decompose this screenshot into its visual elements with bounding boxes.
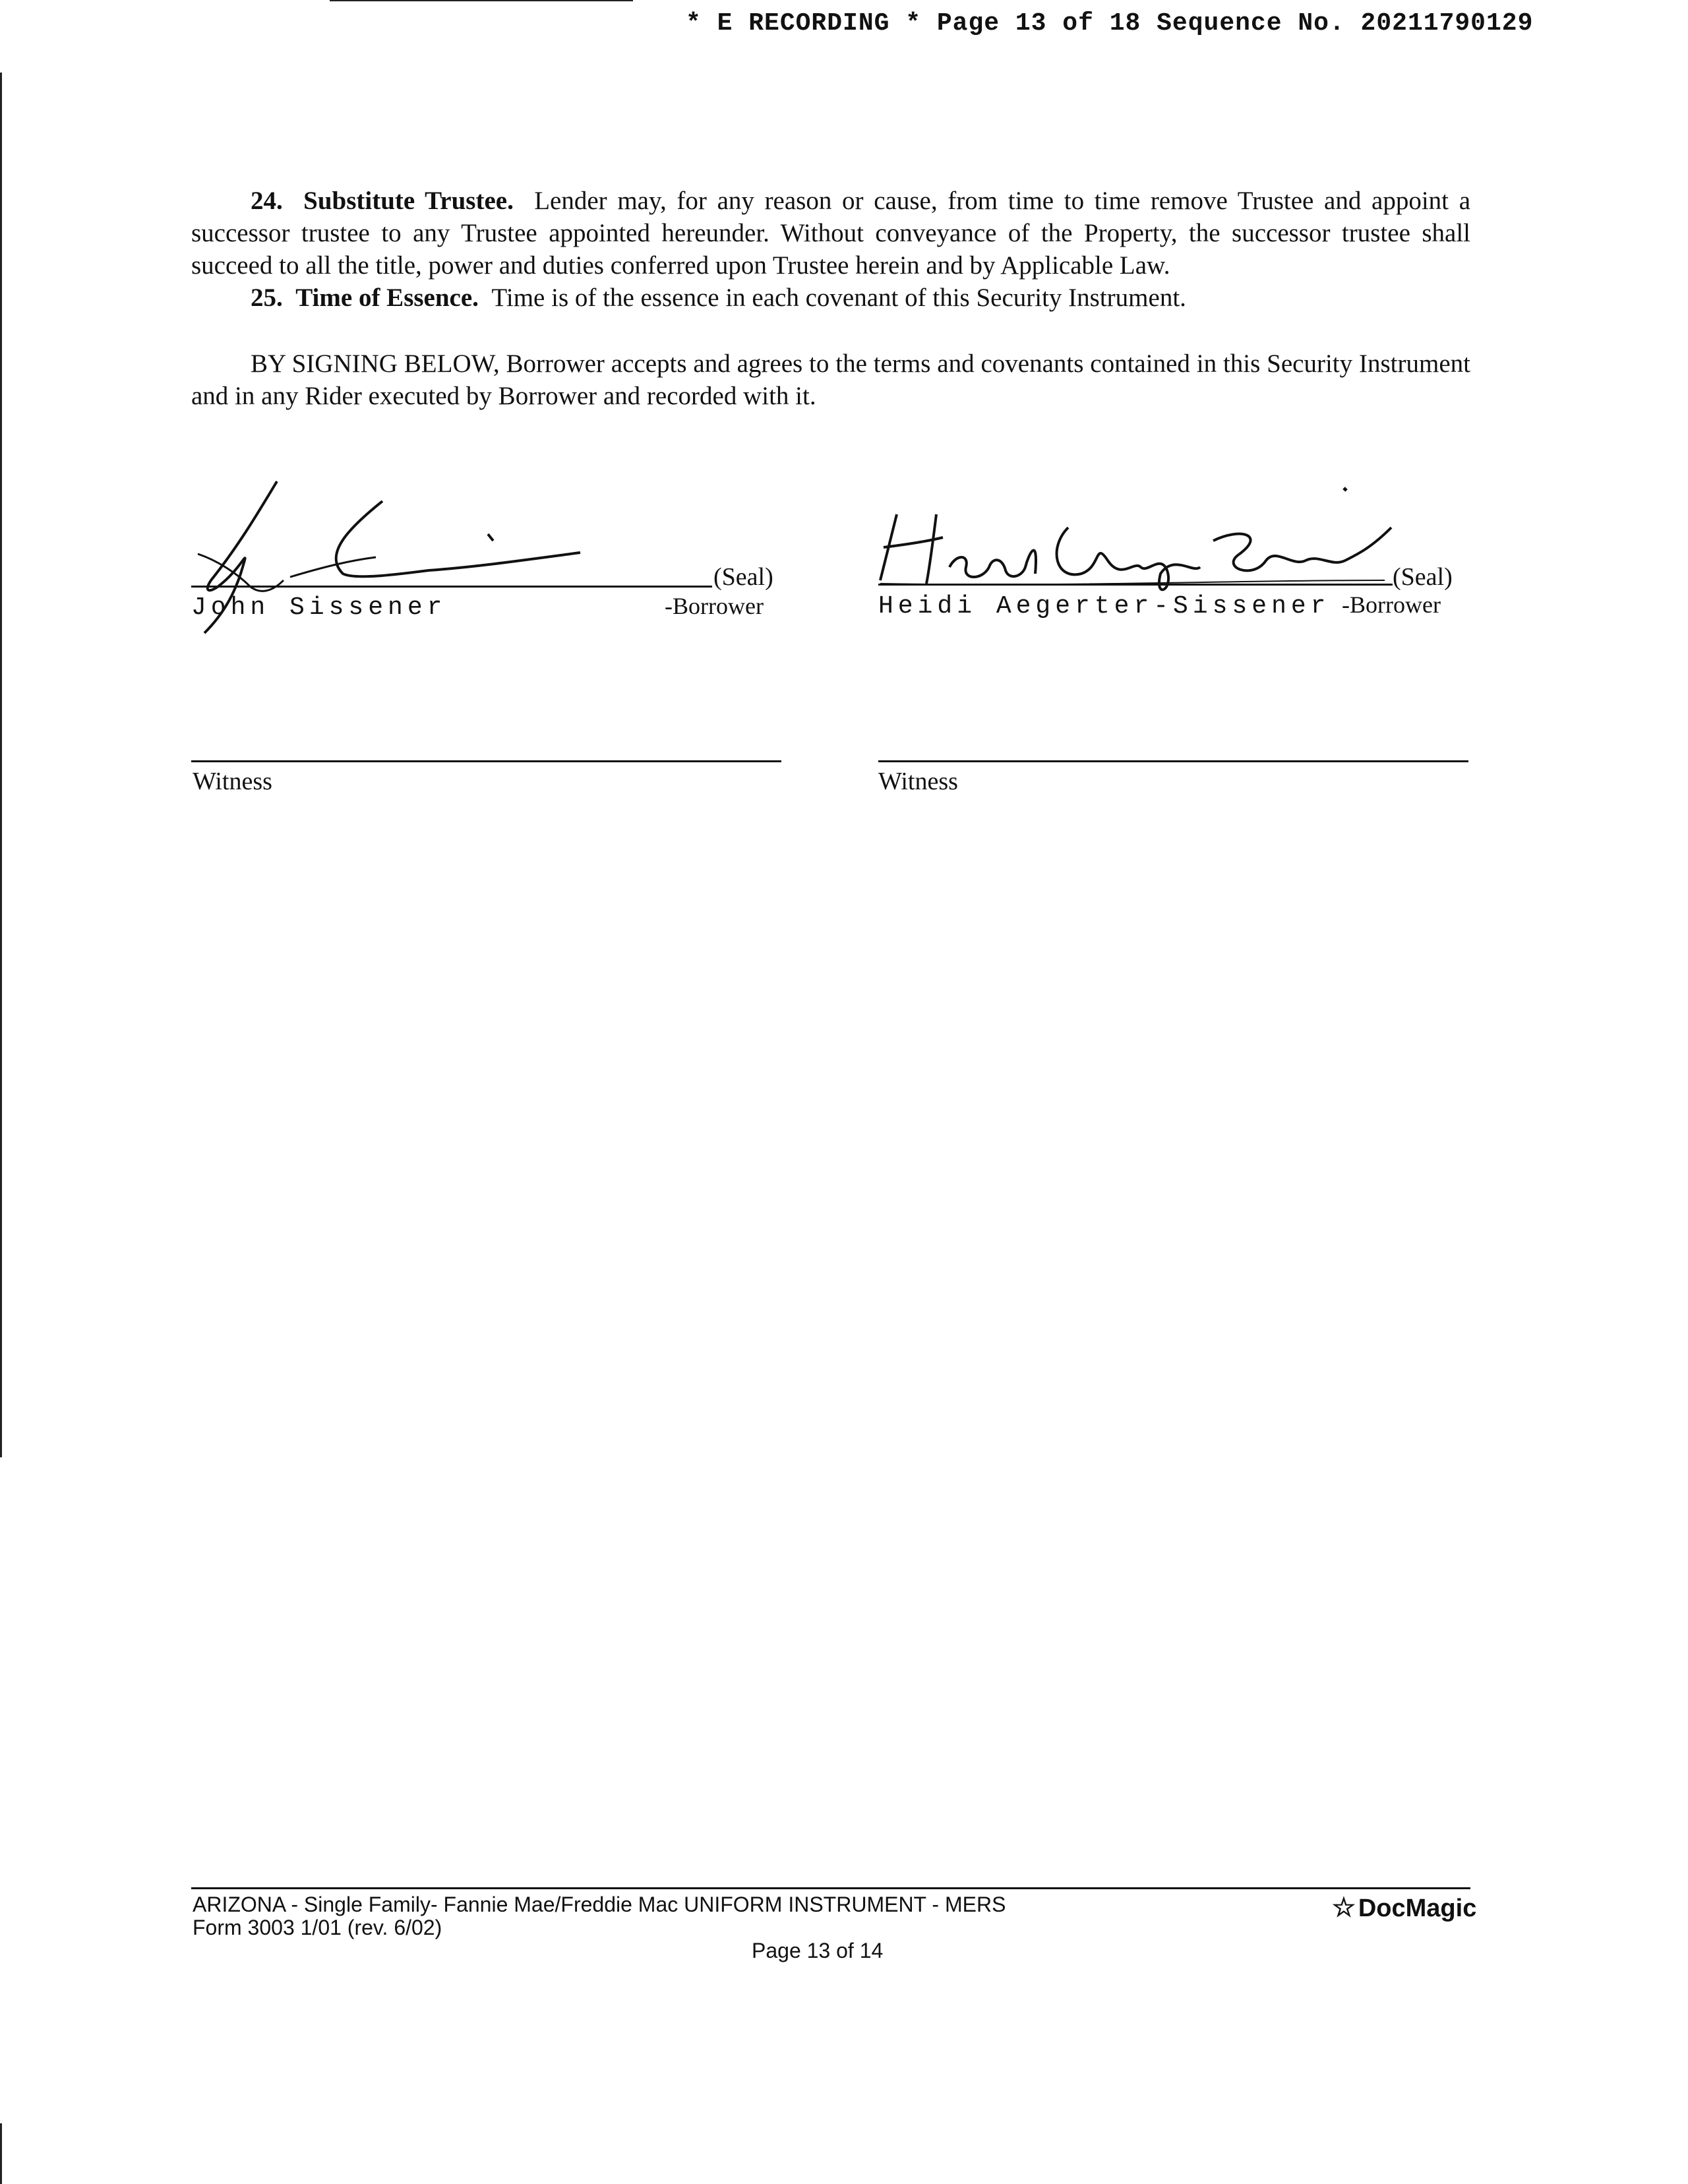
witness-2-line: [878, 760, 1468, 762]
docmagic-logo: [1332, 1893, 1476, 1923]
footer-rule: [191, 1887, 1470, 1889]
scan-left-edge: [0, 73, 2, 1457]
borrower-1-seal: (Seal): [713, 563, 773, 591]
recording-stamp: * E RECORDING * Page 13 of 18 Sequence No. 20211790129: [686, 9, 1534, 38]
borrower-1-role: -Borrower: [665, 593, 764, 619]
section-24: [191, 185, 1470, 282]
footer-form-line-2: Form 3003 1/01 (rev. 6/02): [193, 1916, 442, 1939]
borrower-1-name: John Sissener: [191, 593, 447, 622]
section-24-body: Lender may, for any reason or cause, from time to time remove Trustee and appoint a successor trustee to any Trustee appointed hereunder. Without conveyance of the Property, the successor trustee shall succeed to all the title, power and duties conferred upon Trustee herein and by Applicable Law.: [191, 187, 1470, 280]
witness-1-label: Witness: [193, 768, 272, 795]
section-24-heading: Substitute Trustee.: [303, 187, 514, 215]
section-25-body: Time is of the essence in each covenant of this Security Instrument.: [491, 284, 1186, 312]
docmagic-logo-text: DocMagic: [1358, 1895, 1477, 1922]
section-25: [191, 282, 1470, 314]
scan-edge-mark: [330, 0, 633, 1]
signing-statement: [191, 348, 1470, 412]
section-25-number: 25.: [251, 284, 283, 312]
signing-statement-text: BY SIGNING BELOW, Borrower accepts and agrees to the terms and covenants contained in this Security Instrument and in any Rider executed by Borrower and recorded with it.: [191, 349, 1470, 410]
borrower-2-seal: (Seal): [1393, 563, 1453, 591]
section-24-number: 24.: [251, 187, 283, 215]
star-icon: ☆: [1332, 1893, 1356, 1922]
scan-left-edge-lower: [0, 2123, 2, 2184]
footer-form-line-1: ARIZONA - Single Family- Fannie Mae/Freddie Mac UNIFORM INSTRUMENT - MERS: [193, 1893, 1006, 1916]
witness-1-line: [191, 760, 781, 762]
borrower-2-role: -Borrower: [1342, 592, 1441, 618]
borrower-2-name: Heidi Aegerter-Sissener: [878, 592, 1331, 621]
witness-2-label: Witness: [878, 768, 958, 795]
heidi-aegerter-sissener-signature: [870, 475, 1398, 607]
section-25-heading: Time of Essence.: [295, 284, 479, 312]
borrower-2-signature-line: [878, 584, 1393, 586]
footer-page-number: Page 13 of 14: [752, 1939, 884, 1962]
borrower-1-signature-line: [191, 586, 712, 588]
